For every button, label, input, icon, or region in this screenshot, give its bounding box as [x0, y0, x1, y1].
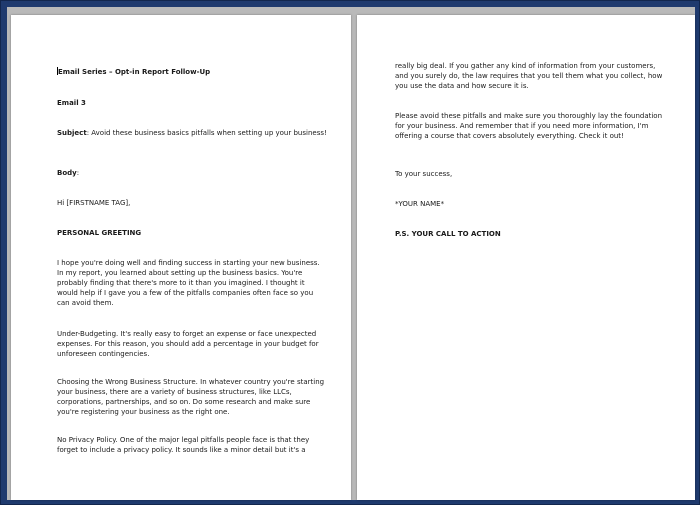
- paragraph-under-budgeting: Under-Budgeting. It's really easy to forget an expense or face unexpected expenses. For this reason, you should add a percentage in your budget for unforeseen contingencies.: [57, 330, 319, 358]
- greeting-line: Hi [FIRSTNAME TAG],: [57, 199, 131, 207]
- paragraph-closing: Please avoid these pitfalls and make sure you thoroughly lay the foundation for your business. And remember that if you need more information, I'm offering a course that covers absolutely everything. Check it out!: [395, 112, 663, 140]
- document-page-1[interactable]: [11, 15, 351, 500]
- sign-off: To your success,: [395, 170, 453, 178]
- body-label: Body: [57, 169, 77, 177]
- body-heading: Body:: [57, 169, 80, 177]
- ps-call-to-action: P.S. YOUR CALL TO ACTION: [395, 230, 501, 238]
- paragraph-privacy-policy: No Privacy Policy. One of the major legal pitfalls people face is that they forget to include a privacy policy. It sounds like a minor detail but it's a: [57, 436, 310, 454]
- document-viewer[interactable]: [7, 7, 695, 500]
- document-page-2[interactable]: [357, 15, 695, 500]
- email-number: Email 3: [57, 99, 86, 107]
- paragraph-privacy-continued: really big deal. If you gather any kind of information from your customers, and you surely do, the law requires that you tell them what you collect, how you use the data and how secure it is.: [395, 62, 663, 90]
- name-placeholder: *YOUR NAME*: [395, 200, 445, 208]
- paragraph-intro: I hope you're doing well and finding success in starting your new business. In my report, you learned about setting up the business basics. You're probably finding that there's more to it than you imagined. I thought it would help if I gave you a few of the pitfalls companies often face so you can avoid them.: [57, 259, 320, 307]
- subject-text: : Avoid these business basics pitfalls when setting up your business!: [86, 129, 327, 137]
- paragraph-business-structure: Choosing the Wrong Business Structure. In whatever country you're starting your business, there are a variety of business structures, like LLCs, corporations, partnerships, and so on. Do some research and make sure you're registering your business as the right one.: [57, 378, 325, 416]
- subject-label: Subject: [57, 129, 87, 137]
- personal-greeting: PERSONAL GREETING: [57, 229, 142, 237]
- series-title: Email Series – Opt-in Report Follow-Up: [58, 68, 211, 76]
- subject-line: [57, 128, 327, 138]
